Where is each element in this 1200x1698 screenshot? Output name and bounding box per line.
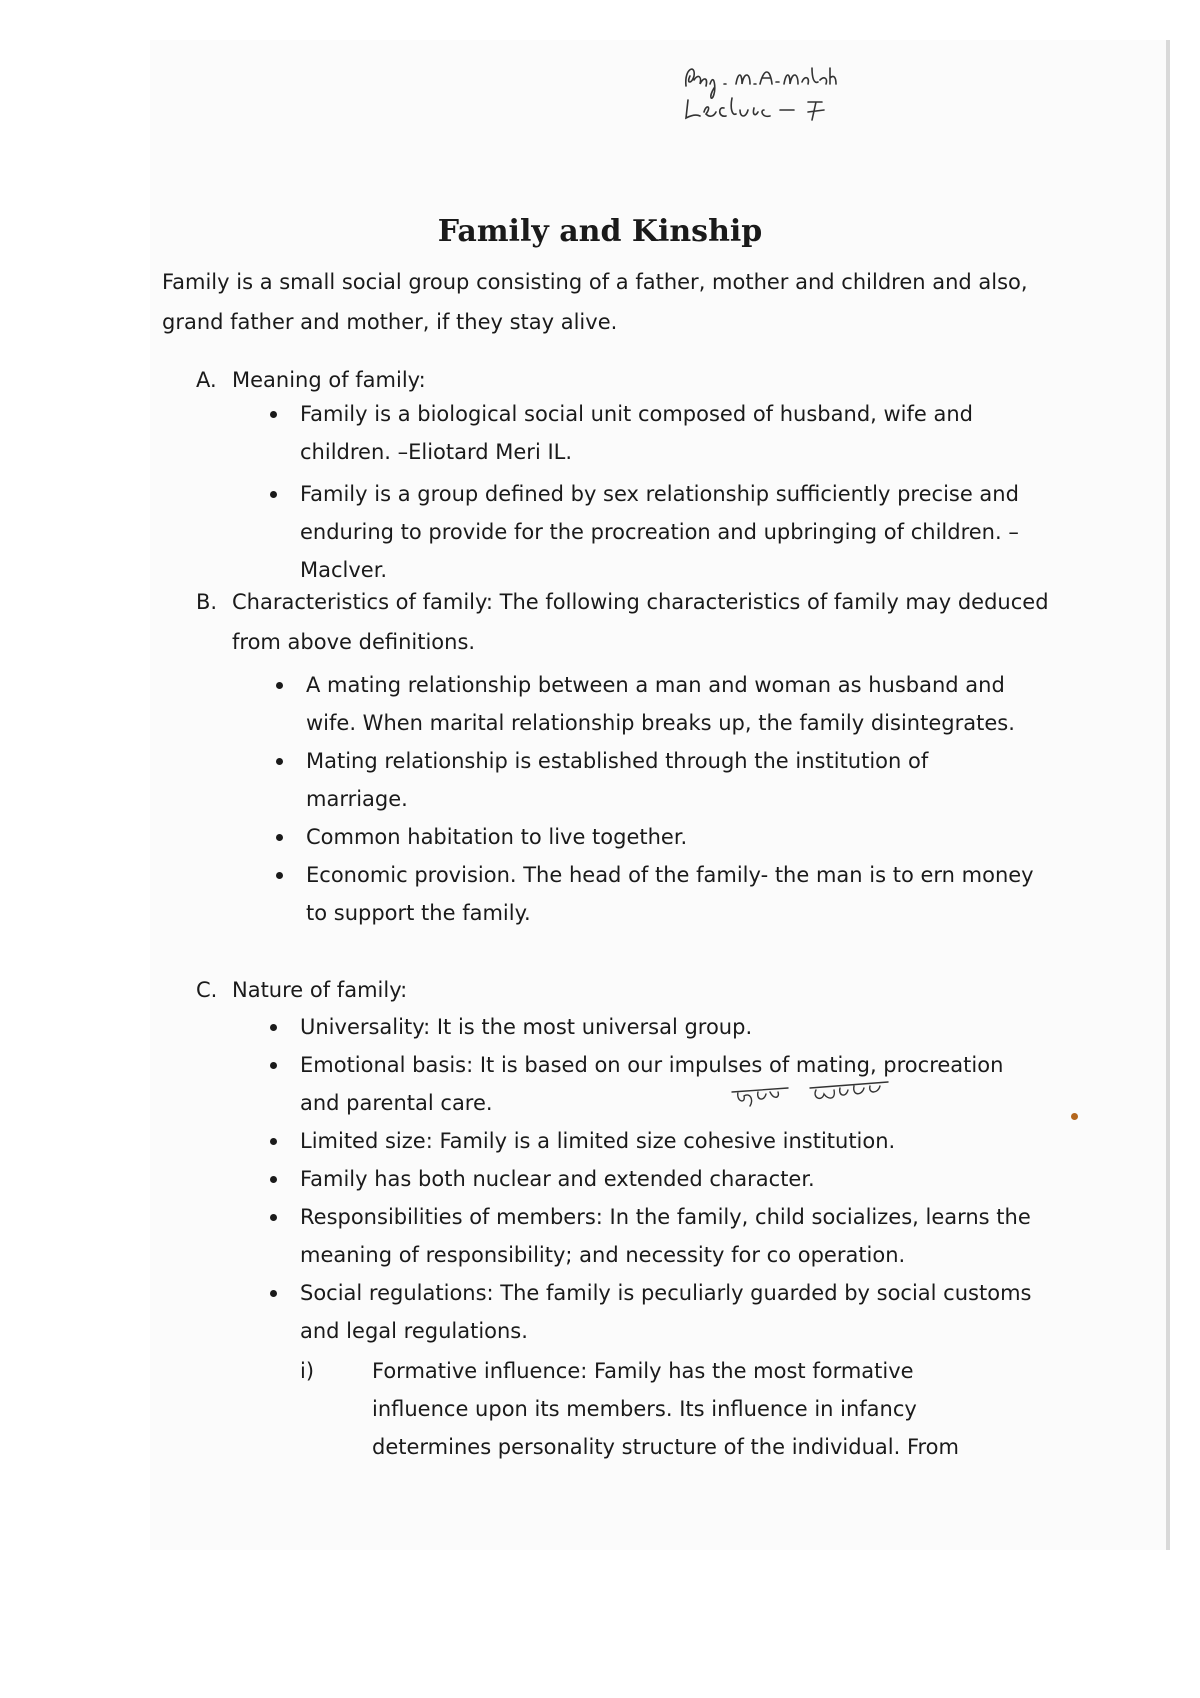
list-item-text: Social regulations: The family is peculiarly guarded by social customs and legal regulations. (300, 1281, 1032, 1343)
bullet-icon (270, 411, 277, 418)
bullet-icon (276, 758, 283, 765)
handwritten-annotation (728, 1078, 898, 1114)
section-letter: B. (196, 590, 218, 614)
list-item (306, 666, 1036, 742)
list-item (306, 818, 1036, 856)
subitem-number: i) (300, 1359, 315, 1383)
list-item-text: Common habitation to live together. (306, 825, 688, 849)
list-item (300, 1046, 1040, 1122)
subitem-text: Formative influence: Family has the most formative influence upon its members. Its influence in infancy determines personality structure of the individual. From (372, 1359, 959, 1459)
bullet-icon (270, 491, 277, 498)
section-c-list (300, 1008, 1040, 1350)
annotation-scribble (728, 1078, 898, 1114)
section-letter: C. (196, 978, 218, 1002)
ink-mark (1071, 1113, 1078, 1120)
list-item-text: Economic provision. The head of the family- the man is to ern money to support the family. (306, 863, 1034, 925)
list-item (300, 1122, 1040, 1160)
document-title: Family and Kinship (437, 214, 763, 249)
list-item (300, 1198, 1040, 1274)
section-heading-text: Characteristics of family: The following characteristics of family may deduced from above definitions. (232, 590, 1049, 654)
section-letter: A. (196, 368, 217, 392)
bullet-icon (276, 682, 283, 689)
bullet-icon (276, 872, 283, 879)
handwriting-scribble (680, 58, 920, 128)
section-a-heading (196, 360, 1056, 400)
bullet-icon (270, 1290, 277, 1297)
list-item-text: Responsibilities of members: In the family, child socializes, learns the meaning of responsibility; and necessity for co operation. (300, 1205, 1031, 1267)
section-c-heading (196, 970, 1056, 1010)
list-item-text: Family has both nuclear and extended character. (300, 1167, 815, 1191)
list-item-text: Universality: It is the most universal group. (300, 1015, 753, 1039)
section-a-list (300, 395, 1020, 589)
bullet-icon (270, 1214, 277, 1221)
list-item (306, 742, 1036, 818)
list-item (306, 856, 1036, 932)
page-edge-shadow (1166, 40, 1170, 1550)
handwritten-note (680, 58, 920, 128)
list-item (300, 1160, 1040, 1198)
list-item-text: Family is a group defined by sex relationship sufficiently precise and enduring to provide for the procreation and upbringing of children. – Maclver. (300, 482, 1019, 582)
list-item-text: Mating relationship is established through the institution of marriage. (306, 749, 929, 811)
list-item (300, 395, 1020, 471)
intro-paragraph: Family is a small social group consisting of a father, mother and children and also, grand father and mother, if they stay alive. (162, 270, 1028, 334)
bullet-icon (270, 1024, 277, 1031)
section-b-heading (196, 582, 1056, 662)
bullet-icon (270, 1062, 277, 1069)
bullet-icon (270, 1176, 277, 1183)
list-item-text: A mating relationship between a man and woman as husband and wife. When marital relationship breaks up, the family disintegrates. (306, 673, 1015, 735)
bullet-icon (270, 1138, 277, 1145)
section-heading-text: Nature of family: (232, 978, 408, 1002)
section-b-list (306, 666, 1036, 932)
list-item (300, 1274, 1040, 1350)
section-heading-text: Meaning of family: (232, 368, 426, 392)
list-item (300, 475, 1020, 589)
list-item (300, 1008, 1040, 1046)
list-item-text: Family is a biological social unit composed of husband, wife and children. –Eliotard Meri IL. (300, 402, 974, 464)
bullet-icon (276, 834, 283, 841)
list-item-text: Limited size: Family is a limited size cohesive institution. (300, 1129, 896, 1153)
list-item-text: Emotional basis: It is based on our impulses of mating, procreation and parental care. (300, 1053, 1004, 1115)
